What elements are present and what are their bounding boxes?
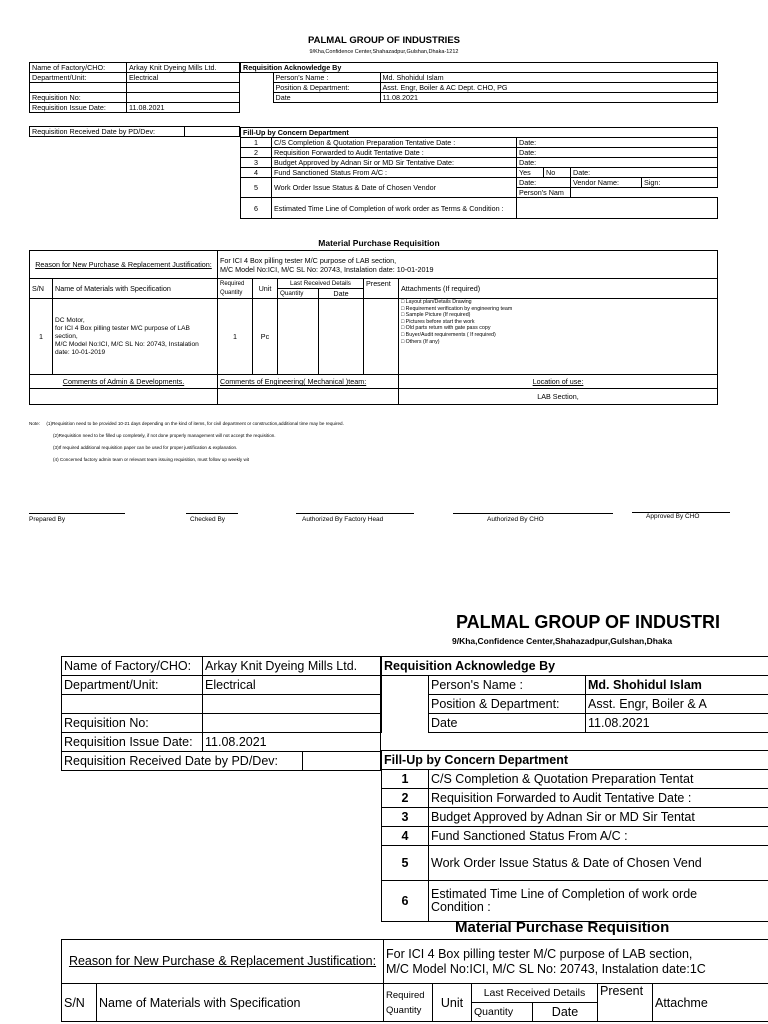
fillup-row-5-num: 5 [241,178,272,198]
zoom-company-name: PALMAL GROUP OF INDUSTRI [456,612,721,632]
zoom-h-last: Last Received Details [472,984,598,1003]
zoom-fillup-header: Fill-Up by Concern Department [382,751,768,770]
fillup-person: Person's Nam [517,188,571,198]
zoom-row-3-num: 3 [382,808,429,827]
h-name: Name of Materials with Specification [53,279,218,299]
received-label: Requisition Received Date by PD/Dev: [30,127,185,137]
zoom-row-3: Budget Approved by Adnan Sir or MD Sir Tentat [429,808,768,827]
notes [29,418,344,466]
item-unit: Pc [253,299,278,375]
fillup-row-5: Work Order Issue Status & Date of Chosen Vendor [272,178,517,198]
dept-value: Electrical [127,73,240,83]
sig-auth-cho: Authorized By CHO [487,516,544,523]
factory-label: Name of Factory/CHO: [30,63,127,73]
issue-value: 11.08.2021 [127,103,240,113]
notes-label: Note: [29,421,40,426]
fillup-row-6-num: 6 [241,198,272,219]
fillup-row-1-num: 1 [241,138,272,148]
item-line: date: 10-01-2019 [55,348,106,356]
zoom-person-value: Md. Shohidul Islam [586,676,768,695]
attach-item: □ Buyer/Audit requirements ( If required) [401,331,496,338]
req-no-label: Requisition No: [30,93,127,103]
fillup-no: No [544,168,571,178]
zoom-h-date: Date [533,1003,598,1022]
material-table [29,250,718,405]
h-sn: S/N [30,279,53,299]
zoom-factory-label: Name of Factory/CHO: [62,657,203,676]
item-line: section, [55,332,78,340]
zoom-h-sn: S/N [62,984,97,1022]
item-line: M/C Model No:ICI, M/C SL No: 20743, Instalation [55,340,199,348]
zoom-h-qty: Quantity [472,1003,533,1022]
item-qty: 1 [218,299,253,375]
zoom-factory-info [61,656,381,752]
h-attach: Attachments (If required) [399,279,718,299]
zoom-issue-value: 11.08.2021 [203,733,381,752]
received-row [29,126,240,137]
zoom-position-label: Position & Department: [429,695,586,714]
sig-prepared: Prepared By [29,516,66,523]
fillup-row-1-date: Date: [517,138,718,148]
fillup-vendor: Vendor Name: [571,178,642,188]
factory-value: Arkay Knit Dyeing Mills Ltd. [127,63,240,73]
zoom-mpr-title: Material Purchase Requisition [455,919,670,936]
fillup-row-5-date: Date: [517,178,571,188]
zoom-material-table [61,939,768,1022]
mpr-title: Material Purchase Requisition [318,238,440,248]
fillup-sign: Sign: [642,178,718,188]
zoom-row-5-num: 5 [382,846,429,881]
zoom-h-req-1: Required [386,989,425,1001]
fillup-row-2-num: 2 [241,148,272,158]
fillup-row-1: C/S Completion & Quotation Preparation Tentative Date : [272,138,517,148]
note-line: (4) Concerned factory admin team or relevant team issuing requisition, must follow up weekly wit [53,457,250,462]
zoom-acknowledge [381,656,768,733]
item-line: DC Motor, [55,316,85,324]
fillup-header: Fill-Up by Concern Department [241,128,718,138]
zoom-date-label: Date [429,714,586,733]
fillup-row-6: Estimated Time Line of Completion of work order as Terms & Condition : [272,198,517,219]
zoom-received-label: Requisition Received Date by PD/Dev: [62,752,303,771]
date-label: Date [273,93,380,103]
fillup-row-2: Requisition Forwarded to Audit Tentative Date : [272,148,517,158]
company-address: 9/Kha,Confidence Center,Shahazadpur,Gulshan,Dhaka-1212 [309,49,459,55]
zoom-dept-label: Department/Unit: [62,676,203,695]
note-line: (3)If required additional requisition paper can be used for proper justification & explanation. [53,445,238,450]
zoom-position-value: Asst. Engr, Boiler & A [586,695,768,714]
attach-item: □ Pictures before start the work [401,318,475,325]
attach-item: □ Layout plan/Details Drawing [401,299,472,305]
h-last: Last Received Details [278,279,364,289]
zoom-h-name: Name of Materials with Specification [97,984,384,1022]
zoom-received-value [303,752,381,771]
reason-label: Reason for New Purchase & Replacement Justification: [30,251,218,279]
zoom-row-5: Work Order Issue Status & Date of Chosen Vend [429,846,768,881]
attach-item: □ Sample Picture (If required) [401,312,471,319]
fillup-row-4-num: 4 [241,168,272,178]
zoom-row-2-num: 2 [382,789,429,808]
item-sn: 1 [30,299,53,375]
zoom-person-label: Person's Name : [429,676,586,695]
zoom-row-6a: Estimated Time Line of Completion of work orde [431,887,698,901]
zoom-company-address: 9/Kha,Confidence Center,Shahazadpur,Gulshan,Dhaka [452,636,673,646]
item-line: for ICI 4 Box pilling tester M/C purpose of LAB [55,324,190,332]
date-value: 11.08.2021 [380,93,718,103]
zoom-fillup [381,750,768,922]
sig-approved-cho: Approved By CHO [646,513,700,520]
zoom-h-unit: Unit [433,984,472,1022]
acknowledge-header: Requisition Acknowledge By [241,63,718,73]
issue-label: Requisition Issue Date: [30,103,127,113]
dept-label: Department/Unit: [30,73,127,83]
zoom-h-req-2: Quantity [386,1004,422,1016]
sig-checked: Checked By [190,516,226,523]
zoom-reason-label: Reason for New Purchase & Replacement Justification: [62,940,384,984]
req-no-value [127,93,240,103]
zoom-row-4: Fund Sanctioned Status From A/C : [429,827,768,846]
fillup-row-3-date: Date: [517,158,718,168]
zoom-req-no-value [203,714,381,733]
reason-value-2: M/C Model No:ICI, M/C SL No: 20743, Instalation date: 10-01-2019 [220,264,434,274]
h-qty: Quantity [278,289,319,299]
zoom-reason-value-1: For ICI 4 Box pilling tester M/C purpose of LAB section, [386,946,693,961]
h-req-2: Quantity [220,289,243,296]
fillup-row-3: Budget Approved by Adnan Sir or MD Sir Tentative Date: [272,158,517,168]
attach-item: □ Others (If any) [401,338,440,345]
zoom-dept-value: Electrical [203,676,381,695]
position-value: Asst. Engr, Boiler & AC Dept. CHO, PG [380,83,718,93]
sig-factory-head: Authorized By Factory Head [302,516,384,523]
attach-item: □ Old parts return with gate pass copy [401,325,491,332]
zoom-issue-label: Requisition Issue Date: [62,733,203,752]
attach-item: □ Requirement verification by engineering team [401,305,513,312]
zoom-row-1: C/S Completion & Quotation Preparation Tentat [429,770,768,789]
zoom-date-value: 11.08.2021 [586,714,768,733]
factory-info-table [29,62,240,113]
h-present: Present [364,279,399,299]
company-name: PALMAL GROUP OF INDUSTRIES [307,35,460,46]
comments-admin: Comments of Admin & Developments. [30,375,218,389]
location-label: Location of use: [399,375,718,389]
zoom-req-no-label: Requisition No: [62,714,203,733]
person-value: Md. Shohidul Islam [380,73,718,83]
location-value: LAB Section, [399,389,718,405]
fillup-table [240,127,718,219]
zoom-row-4-num: 4 [382,827,429,846]
zoom-received-row [61,751,381,771]
h-date: Date [319,289,364,299]
zoom-row-2: Requisition Forwarded to Audit Tentative Date : [429,789,768,808]
note-line: (1)Requisition need to be provided 10-21 days depending on the kind of items, for civil department or construction,additional time may be required. [46,421,344,426]
zoom-row-6b: Condition : [431,900,491,914]
zoom-row-6-num: 6 [382,881,429,922]
h-req-1: Required [220,280,245,287]
fillup-row-4-date: Date: [571,168,718,178]
fillup-row-3-num: 3 [241,158,272,168]
zoom-h-attach: Attachme [653,984,768,1022]
zoom-factory-value: Arkay Knit Dyeing Mills Ltd. [203,657,381,676]
fillup-yes: Yes [517,168,544,178]
position-label: Position & Department: [273,83,380,93]
comments-eng: Comments of Engineering( Mechanical )team: [218,375,399,389]
note-line: (2)Requisition need to be filled up completely, if not done properly management will not accept the requisition. [53,433,276,438]
zoom-reason-value-2: M/C Model No:ICI, M/C SL No: 20743, Instalation date:1C [386,961,706,976]
fillup-row-2-date: Date: [517,148,718,158]
zoom-acknowledge-header: Requisition Acknowledge By [382,657,768,676]
h-unit: Unit [253,279,278,299]
person-label: Person's Name : [273,73,380,83]
table-row [30,299,718,375]
zoom-row-1-num: 1 [382,770,429,789]
fillup-row-4: Fund Sanctioned Status From A/C : [272,168,517,178]
zoom-h-present: Present [598,984,653,1022]
reason-value-1: For ICI 4 Box pilling tester M/C purpose of LAB section, [220,255,397,265]
acknowledge-table [240,62,718,112]
received-value [185,127,240,137]
